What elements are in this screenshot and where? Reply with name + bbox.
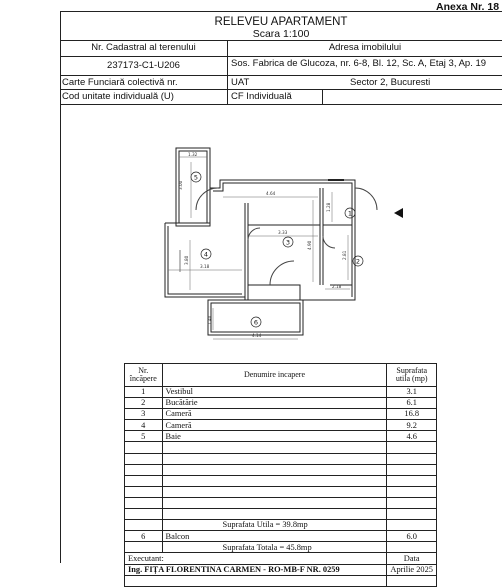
date-label: Data [387, 553, 437, 564]
row-area: 3.1 [387, 387, 437, 398]
info-grid-line [60, 104, 502, 105]
dimension-label: 4.14 [252, 333, 262, 338]
info-grid-line [60, 56, 502, 57]
date-value: Aprilie 2025 [387, 564, 437, 575]
rooms-table [124, 363, 437, 574]
row-name: Bucătărie [162, 398, 387, 409]
dimension-label: 1.40 [207, 315, 212, 325]
row-name: Baie [162, 431, 387, 442]
dimension-label: 3.00 [178, 180, 183, 190]
useful-total: Suprafata Utila = 39.8mp [162, 520, 387, 531]
address-value: Sos. Fabrica de Glucoza, nr. 6-8, Bl. 12, Sc. A, Etaj 3, Ap. 19 [231, 58, 487, 69]
cf-label: Carte Funciară colectivă nr. [62, 77, 178, 88]
row-nr: 4 [125, 420, 163, 431]
room-number-2: 2 [355, 257, 361, 266]
dimension-label: 4.64 [266, 191, 276, 196]
cadastral-label: Nr. Cadastral al terenului [91, 42, 196, 53]
dimension-label: 3.80 [184, 255, 189, 265]
table-row-empty [125, 442, 437, 453]
table-row [125, 398, 437, 409]
unit-code-label: Cod unitate individuală (U) [62, 91, 174, 102]
room-number-5: 5 [193, 173, 199, 182]
header-name: Denumire incapere [162, 364, 387, 387]
row-area: 6.0 [387, 531, 437, 542]
uat-value: Sector 2, Bucuresti [350, 77, 431, 88]
document-scale: Scara 1:100 [252, 28, 310, 40]
row-nr: 1 [125, 387, 163, 398]
annex-label: Anexa Nr. 18 [436, 1, 500, 13]
grand-total: Suprafata Totala = 45.8mp [162, 542, 387, 553]
room-number-3: 3 [285, 238, 291, 247]
executant-label: Executant: [125, 553, 387, 564]
dimension-label: 3.33 [278, 230, 288, 235]
balcony [208, 300, 303, 335]
table-row [125, 387, 437, 398]
row-name: Cameră [162, 409, 387, 420]
cadastral-value: 237173-C1-U206 [107, 60, 180, 71]
uat-label: UAT [231, 77, 250, 88]
room-number-6: 6 [253, 318, 259, 327]
dimension-label: 2.18 [332, 284, 342, 289]
table-row [125, 420, 437, 431]
table-row [125, 531, 437, 542]
info-grid-line [60, 75, 502, 76]
table-row-empty [125, 497, 437, 508]
wall-main [210, 180, 355, 300]
table-row-empty [125, 453, 437, 464]
dimension-label: 3.18 [200, 264, 210, 269]
info-grid-line [60, 40, 502, 41]
table-row-empty [125, 509, 437, 520]
table-row-empty [125, 464, 437, 475]
info-grid-divider [322, 89, 323, 104]
row-area: 4.6 [387, 431, 437, 442]
dimension-label: 2.81 [342, 250, 347, 260]
table-row [125, 431, 437, 442]
row-nr: 2 [125, 398, 163, 409]
executant-value: Ing. FIȚA FLORENTINA CARMEN - RO-MB-F NR. 0259 [125, 564, 387, 575]
table-row-empty [125, 486, 437, 497]
row-name: Balcon [162, 531, 387, 542]
door-swing [355, 188, 377, 210]
header-nr: Nr. încăpere [125, 364, 163, 387]
dimension-label: 1.32 [188, 152, 198, 157]
room-number-4: 4 [203, 250, 209, 259]
floor-plan [160, 140, 420, 345]
table-row-empty [125, 475, 437, 486]
row-name: Cameră [162, 420, 387, 431]
wall-room4 [165, 223, 245, 297]
info-grid-line [60, 89, 502, 90]
table-row [125, 409, 437, 420]
dimension-label: 1.28 [326, 202, 331, 212]
row-nr: 3 [125, 409, 163, 420]
row-area: 9.2 [387, 420, 437, 431]
row-area: 6.1 [387, 398, 437, 409]
header-area: Suprafata utila (mp) [387, 364, 437, 387]
row-nr: 5 [125, 431, 163, 442]
row-nr: 6 [125, 531, 163, 542]
entrance-arrow-icon [394, 208, 403, 218]
row-name: Vestibul [162, 387, 387, 398]
row-area: 16.8 [387, 409, 437, 420]
document-title: RELEVEU APARTAMENT [214, 16, 348, 28]
room-number-1: 1 [347, 209, 353, 218]
dimension-label: 4.90 [307, 240, 312, 250]
cf-individual-label: CF Individuală [231, 91, 292, 102]
address-label: Adresa imobilului [328, 42, 402, 53]
